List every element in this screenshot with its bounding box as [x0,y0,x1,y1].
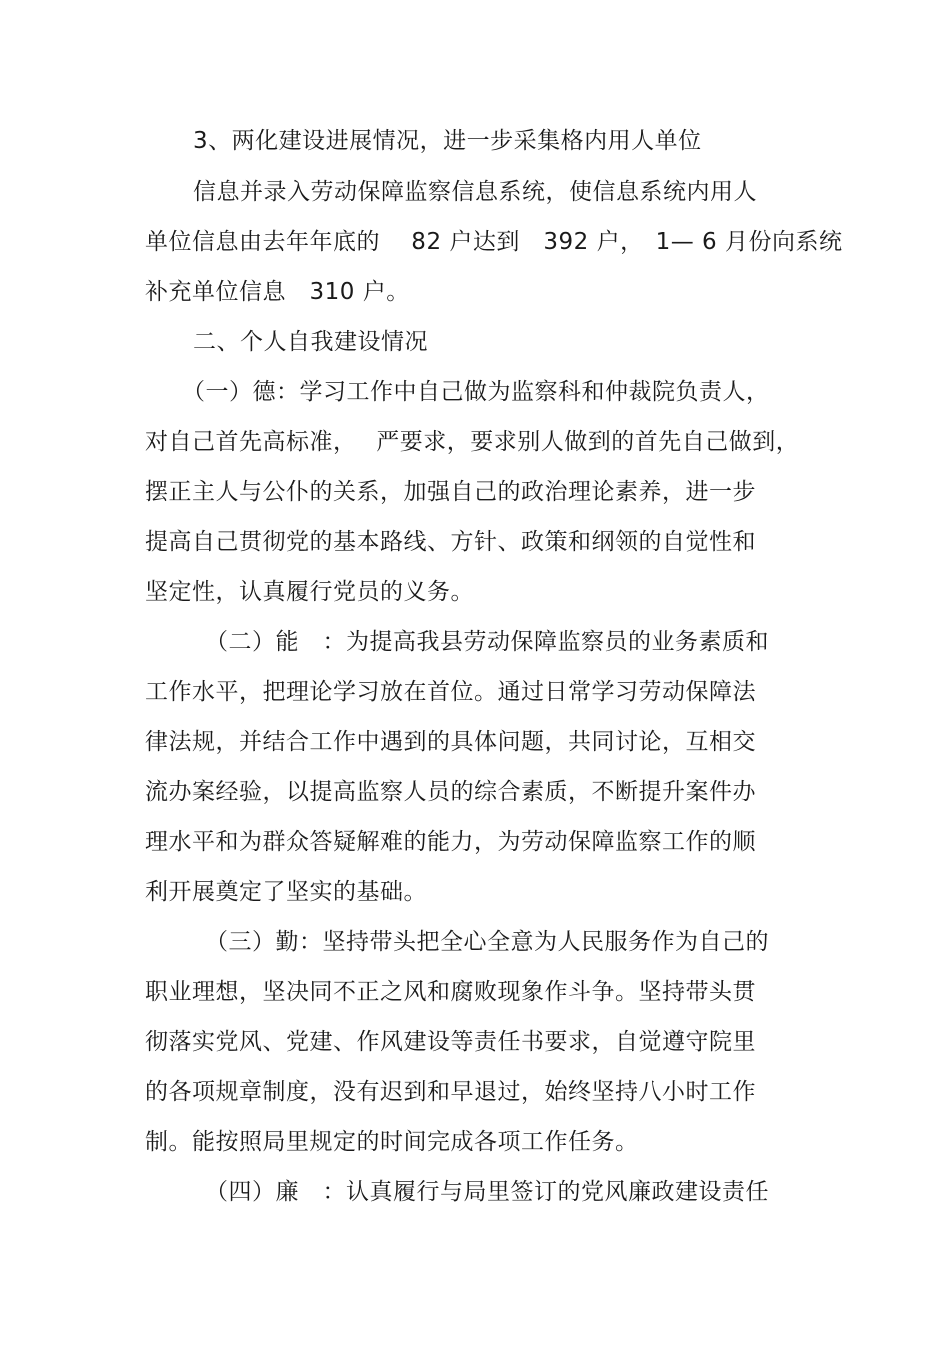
text-line-15: 理水平和为群众答疑解难的能力，为劳动保障监察工作的顺 [145,829,756,855]
text-line-3: 单位信息由去年年底的 82 户达到 392 户， 1— 6 月份向系统 [145,229,843,255]
text-line-13: 律法规，并结合工作中遇到的具体问题，共同讨论，互相交 [145,729,756,755]
text-line-20: 的各项规章制度，没有迟到和早退过，始终坚持八小时工作 [145,1079,756,1105]
text-line-10: 坚定性，认真履行党员的义务。 [145,579,474,605]
text-line-18: 职业理想，坚决同不正之风和腐败现象作斗争。坚持带头贯 [145,979,756,1005]
section-heading: 二、个人自我建设情况 [193,329,428,355]
text-line-14: 流办案经验，以提高监察人员的综合素质，不断提升案件办 [145,779,756,805]
text-line-17: （三）勤：坚持带头把全心全意为人民服务作为自己的 [205,929,769,955]
text-line-9: 提高自己贯彻党的基本路线、方针、政策和纲领的自觉性和 [145,529,756,555]
text-line-16: 利开展奠定了坚实的基础。 [145,879,427,905]
text-line-8: 摆正主人与公仆的关系，加强自己的政治理论素养，进一步 [145,479,756,505]
text-line-21: 制。能按照局里规定的时间完成各项工作任务。 [145,1129,639,1155]
text-line-7: 对自己首先高标准， 严要求，要求别人做到的首先自己做到， [145,429,800,455]
text-line-6: （一）德：学习工作中自己做为监察科和仲裁院负责人， [182,379,770,405]
text-line-12: 工作水平，把理论学习放在首位。通过日常学习劳动保障法 [145,679,756,705]
text-line-2: 信息并录入劳动保障监察信息系统，使信息系统内用人 [193,179,757,205]
text-line-19: 彻落实党风、党建、作风建设等责任书要求，自觉遵守院里 [145,1029,756,1055]
text-line-4: 补充单位信息 310 户。 [145,279,410,305]
text-line-1: 3、两化建设进展情况，进一步采集格内用人单位 [193,128,702,154]
text-line-11: （二）能 ：为提高我县劳动保障监察员的业务素质和 [205,629,769,655]
text-line-22: （四）廉 ：认真履行与局里签订的党风廉政建设责任 [205,1179,769,1205]
